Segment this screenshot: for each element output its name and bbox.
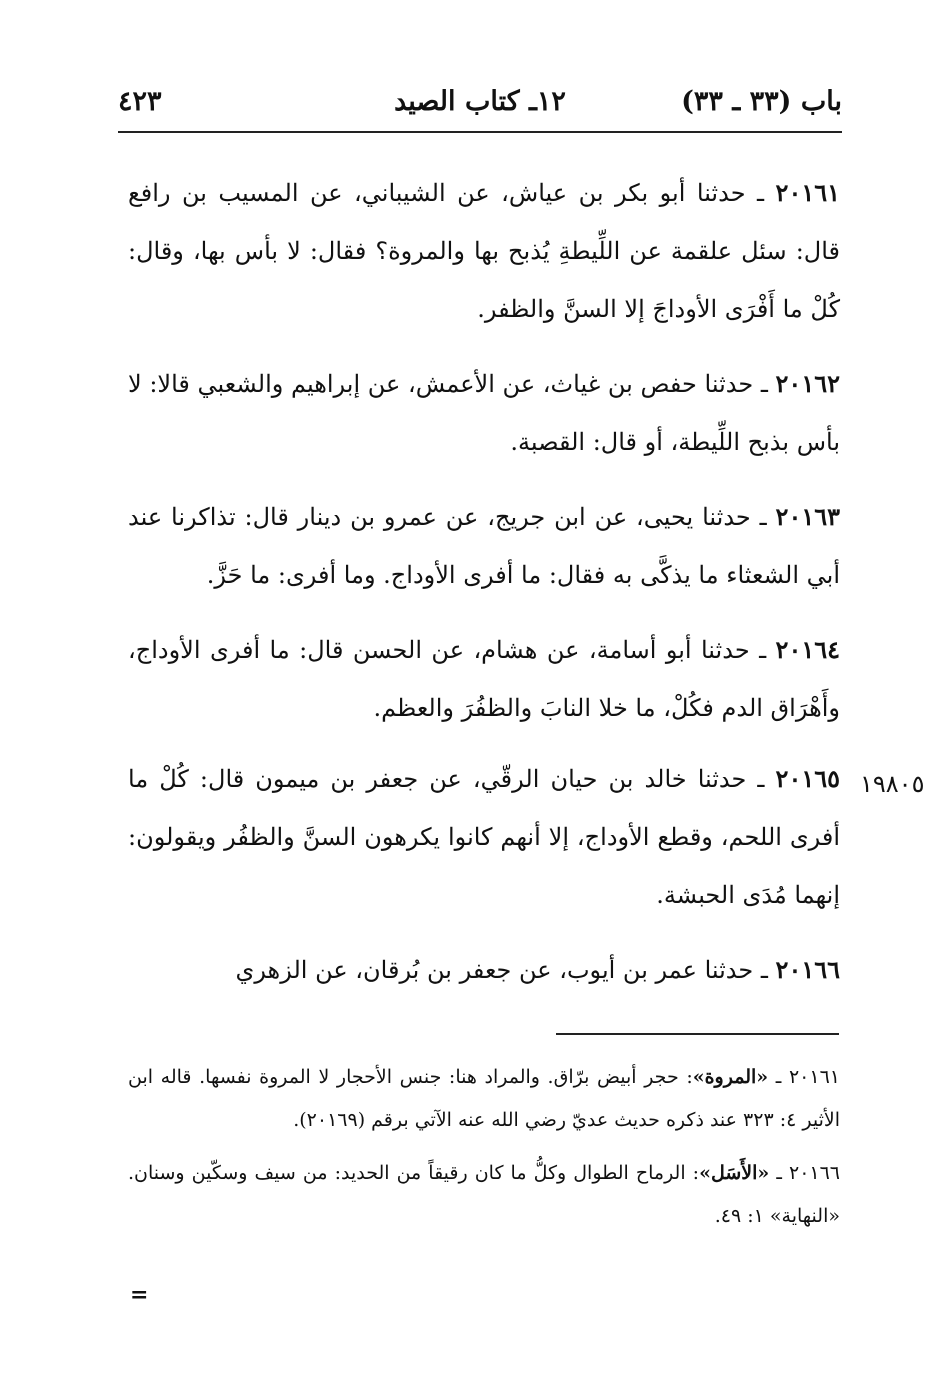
main-text bbox=[128, 164, 840, 1016]
continuation-mark: = bbox=[130, 1282, 149, 1308]
page-number: ٤٢٣ bbox=[118, 86, 162, 117]
footnote-dash: ـ bbox=[776, 1162, 782, 1184]
hadith-text: ـ حدثنا أبو أسامة، عن هشام، عن الحسن قال: ما أفرى الأوداج، وأَهْرَاق الدم فكُلْ، ما خلا النابَ والظفُرَ والعظم. bbox=[128, 636, 840, 722]
hadith-paragraph bbox=[128, 164, 840, 338]
hadith-text: ـ حدثنا حفص بن غياث، عن الأعمش، عن إبراهيم والشعبي قالا: لا بأس بذبح اللِّيطة، أو قال: القصبة. bbox=[128, 370, 840, 456]
hadith-number: ٢٠١٦٥ bbox=[775, 764, 840, 793]
footnote-term: «الأَسَل» bbox=[699, 1162, 770, 1184]
header-rule bbox=[118, 131, 842, 133]
hadith-paragraph bbox=[128, 488, 840, 604]
hadith-paragraph bbox=[128, 621, 840, 737]
hadith-text: ـ حدثنا يحيى، عن ابن جريج، عن عمرو بن دينار قال: تذاكرنا عند أبي الشعثاء ما يذكَّى به فقال: ما أفرى الأوداج. وما أفرى: ما حَزَّ. bbox=[128, 503, 840, 589]
footnote bbox=[128, 1056, 840, 1142]
footnote bbox=[128, 1152, 840, 1238]
footnote-dash: ـ bbox=[775, 1066, 782, 1088]
hadith-text: ـ حدثنا عمر بن أيوب، عن جعفر بن بُرقان، عن الزهري bbox=[235, 956, 768, 984]
hadith-paragraph bbox=[128, 750, 840, 924]
footnote-number: ٢٠١٦٦ bbox=[788, 1162, 841, 1184]
hadith-paragraph bbox=[128, 355, 840, 471]
footnote-text: : حجر أبيض برّاق. والمراد هنا: جنس الأحجار لا المروة نفسها. قاله ابن الأثير ٤: ٣٢٣ عند ذكره حديث عديّ رضي الله عنه الآتي برقم (٢٠١٦٩). bbox=[128, 1066, 840, 1131]
hadith-number: ٢٠١٦١ bbox=[775, 178, 840, 207]
chapter-range: باب (٣٣ ـ ٣٣) bbox=[681, 86, 842, 117]
footnote-separator bbox=[556, 1033, 839, 1035]
hadith-number: ٢٠١٦٤ bbox=[775, 635, 840, 664]
footnotes bbox=[128, 1056, 840, 1248]
hadith-text: ـ حدثنا أبو بكر بن عياش، عن الشيباني، عن المسيب بن رافع قال: سئل علقمة عن اللِّيطةِ يُذبح بها والمروة؟ فقال: لا بأس بها، وقال: كُلْ ما أَفْرَى الأوداجَ إلا السنَّ والظفر. bbox=[128, 179, 840, 323]
book-title: ١٢ـ كتاب الصيد bbox=[394, 86, 566, 117]
footnote-number: ٢٠١٦١ bbox=[788, 1066, 840, 1088]
hadith-text: ـ حدثنا خالد بن حيان الرقّي، عن جعفر بن ميمون قال: كُلْ ما أفرى اللحم، وقطع الأوداج، إلا أنهم كانوا يكرهون السنَّ والظفُر ويقولون: إنهما مُدَى الحبشة. bbox=[128, 765, 840, 909]
hadith-paragraph bbox=[128, 941, 840, 999]
footnote-term: «المروة» bbox=[692, 1066, 769, 1088]
page-header bbox=[118, 86, 842, 126]
hadith-number: ٢٠١٦٣ bbox=[775, 502, 840, 531]
hadith-number: ٢٠١٦٦ bbox=[775, 955, 840, 984]
footnote-text: : الرماح الطوال وكلُّ ما كان رقيقاً من الحديد: من سيف وسكّين وسنان. «النهاية» ١: ٤٩. bbox=[128, 1162, 840, 1227]
hadith-number: ٢٠١٦٢ bbox=[775, 369, 840, 398]
margin-number: ١٩٨٠٥ bbox=[860, 770, 925, 798]
